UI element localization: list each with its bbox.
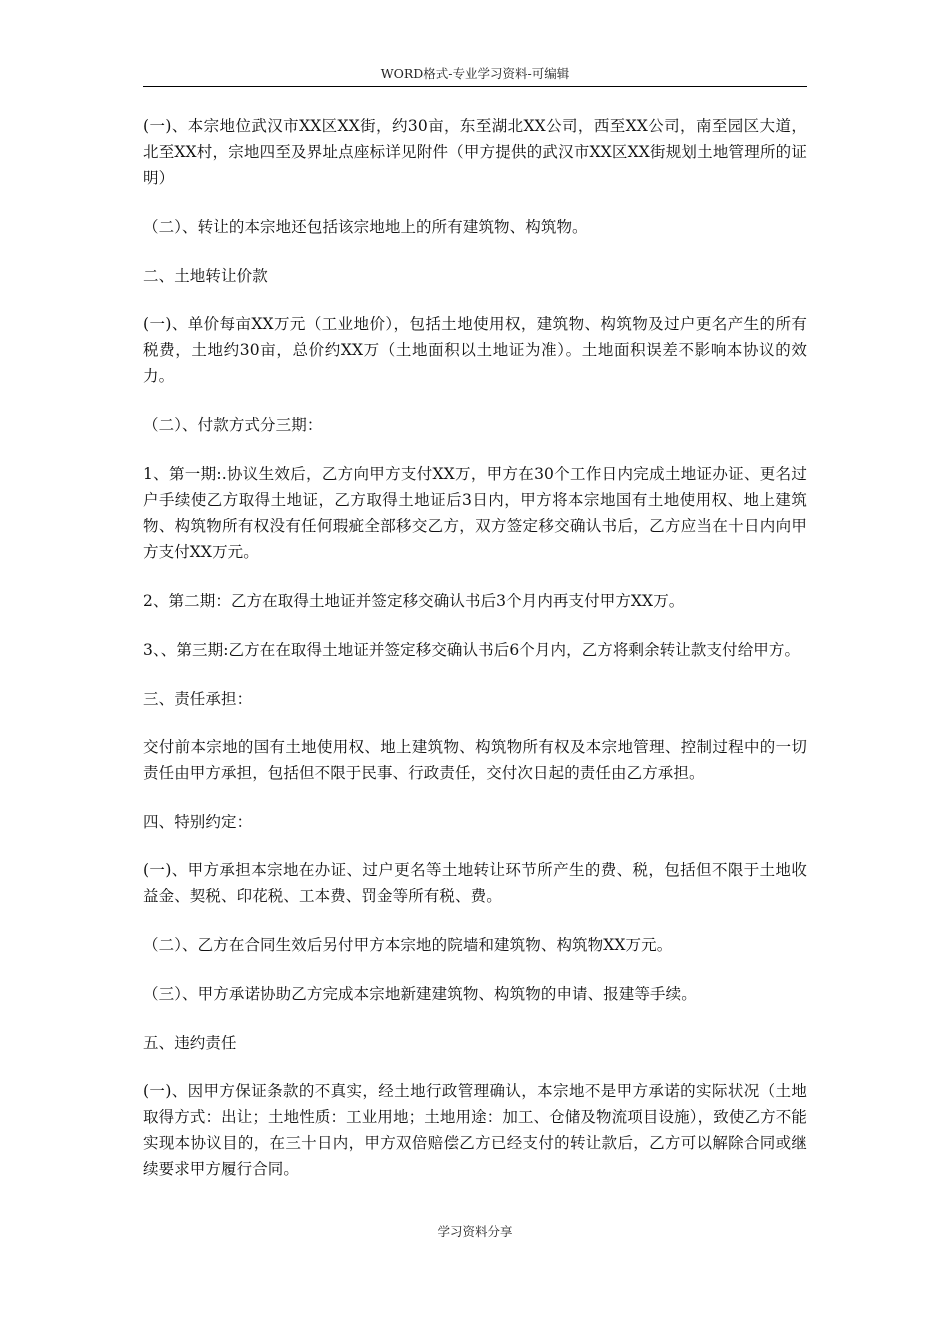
- page-footer: 学习资料分享: [437, 1224, 513, 1239]
- clause-4-2-walls: （二）、乙方在合同生效后另付甲方本宗地的院墙和建筑物、构筑物XX万元。: [143, 936, 673, 954]
- section-heading-price: 二、土地转让价款: [143, 267, 268, 285]
- clause-3-liability: 交付前本宗地的国有土地使用权、地上建筑物、构筑物所有权及本宗地管理、控制过程中的一切责任由甲方承担，包括但不限于民事、行政责任，交付次日起的责任由乙方承担。: [143, 738, 807, 782]
- clause-2-1-unit-price: (一)、单价每亩XX万元（工业地价），包括土地使用权，建筑物、构筑物及过户更名产生的所有税费，土地约30亩，总价约XX万（土地面积以土地证为准）。土地面积误差不影响本协议的效力。: [143, 315, 807, 385]
- clause-4-1-taxes: (一)、甲方承担本宗地在办证、过户更名等土地转让环节所产生的费、税，包括但不限于土地收益金、契税、印花税、工本费、罚金等所有税、费。: [143, 861, 807, 905]
- clause-5-1-breach: (一)、因甲方保证条款的不真实，经土地行政管理确认，本宗地不是甲方承诺的实际状况（土地取得方式：出让；土地性质：工业用地；土地用途：加工、仓储及物流项目设施），致使乙方不能实现本协议目的，在三十日内，甲方双倍赔偿乙方已经支付的转让款后，乙方可以解除合同或继续要求甲方履行合同。: [143, 1082, 807, 1178]
- clause-4-3-assistance: （三）、甲方承诺协助乙方完成本宗地新建建筑物、构筑物的申请、报建等手续。: [143, 985, 697, 1003]
- document-body: [143, 113, 807, 1205]
- payment-phase-2: 2、第二期：乙方在取得土地证并签定移交确认书后3个月内再支付甲方XX万。: [143, 592, 685, 610]
- clause-1-1-location: (一)、本宗地位武汉市XX区XX街，约30亩，东至湖北XX公司，西至XX公司，南至园区大道，北至XX村，宗地四至及界址点座标详见附件（甲方提供的武汉市XX区XX街规划土地管理所的证明）: [143, 117, 807, 187]
- clause-1-2-buildings: （二）、转让的本宗地还包括该宗地地上的所有建筑物、构筑物。: [143, 218, 588, 236]
- payment-phase-3: 3、、第三期:乙方在在取得土地证并签定移交确认书后6个月内，乙方将剩余转让款支付给甲方。: [143, 641, 801, 659]
- section-heading-liability: 三、责任承担：: [143, 690, 253, 708]
- clause-2-2-payment-method: （二）、付款方式分三期：: [143, 416, 323, 434]
- section-heading-breach: 五、违约责任: [143, 1034, 237, 1052]
- payment-phase-1: 1、第一期:.协议生效后，乙方向甲方支付XX万，甲方在30个工作日内完成土地证办证、更名过户手续使乙方取得土地证，乙方取得土地证后3日内，甲方将本宗地国有土地使用权、地上建筑物、构筑物所有权没有任何瑕疵全部移交乙方，双方签定移交确认书后，乙方应当在十日内向甲方支付XX万元。: [143, 465, 807, 561]
- page-header: WORD格式-专业学习资料-可编辑: [143, 62, 807, 87]
- section-heading-special: 四、特别约定：: [143, 813, 253, 831]
